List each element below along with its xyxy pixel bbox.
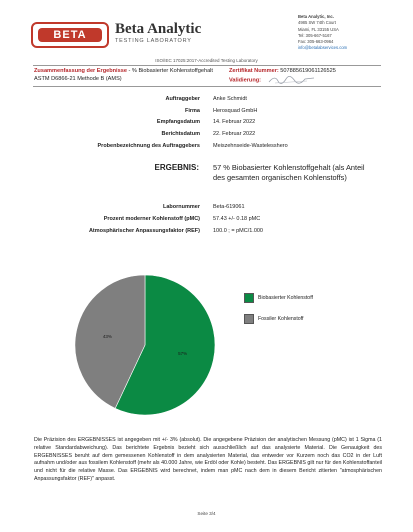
sample-id-row — [0, 143, 413, 151]
company-row — [0, 108, 413, 116]
legend-swatch-bio — [244, 293, 254, 303]
client-value: Anke Schmidt — [213, 96, 247, 102]
ref-label: Atmosphärischer Anpassungsfaktor (REF) — [88, 228, 200, 234]
logo-text: BETA — [38, 28, 102, 42]
received-date-value: 14. Februar 2022 — [213, 119, 256, 125]
legend-label-bio: Biobasierter Kohlenstoff — [258, 295, 313, 301]
result-label: ERGEBNIS: — [154, 163, 199, 172]
certificate-block — [229, 67, 384, 85]
received-date-label: Empfangsdatum — [156, 119, 200, 125]
address-line: Beta Analytic, Inc. — [298, 14, 334, 19]
pie-label-bio: 57% — [178, 350, 188, 356]
company-label: Firma — [185, 108, 200, 114]
validation-label: Validierung: — [229, 77, 262, 84]
company-value: Herosquad GmbH — [213, 108, 258, 114]
pie-label-fossil: 43% — [102, 334, 112, 340]
iso-accreditation: ISO/IEC 17025:2017-Accredited Testing Laboratory — [155, 58, 258, 63]
address-line: 4985 SW 74th Court — [298, 20, 336, 26]
beta-logo — [31, 22, 109, 48]
pmc-row — [0, 216, 413, 224]
address-line: Tel: 305-667-5167 — [298, 32, 332, 38]
client-label: Auftraggeber — [165, 96, 200, 102]
legend-item-fossil — [244, 314, 313, 324]
company-email-link[interactable]: info@betalabservices.com — [298, 45, 348, 51]
sample-id-value: Meiszehnseide-Wastelesshero — [213, 143, 288, 149]
pmc-label: Prozent moderner Kohlenstoff (pMC) — [103, 216, 200, 222]
client-row — [0, 96, 413, 104]
validation-signature — [267, 75, 317, 85]
address-line: Fax: 305-663-0964 — [298, 39, 334, 45]
report-date-value: 22. Februar 2022 — [213, 131, 256, 137]
legend-label-fossil: Fossiler Kohlenstoff — [258, 316, 304, 322]
ref-row — [0, 228, 413, 236]
pie-chart — [70, 270, 220, 420]
address-line: Miami, FL 33155 USA — [298, 26, 339, 32]
page-number: Seite 3/4 — [197, 511, 216, 516]
lab-number-row — [0, 204, 413, 212]
summary-divider — [33, 86, 381, 87]
report-date-row — [0, 131, 413, 139]
test-method: ASTM D6866-21 Methode B (AMS) — [34, 76, 122, 82]
summary-title — [34, 67, 224, 83]
brand-subtitle: TESTING LABORATORY — [115, 38, 192, 44]
sample-id-label: Probenbezeichnung des Auftraggebers — [97, 143, 200, 149]
report-date-label: Berichtsdatum — [161, 131, 200, 137]
result-text: 57 % Biobasierter Kohlenstoffgehalt (als Anteil des gesamten organischen Kohlenstoffs) — [213, 163, 365, 182]
pmc-value: 57.43 +/- 0.18 pMC — [213, 216, 261, 222]
company-address — [298, 14, 347, 52]
certificate-label: Zertifikat Nummer: — [229, 68, 279, 74]
certificate-number: 507885619061126525 — [280, 68, 336, 74]
legend-item-bio — [244, 293, 313, 303]
received-date-row — [0, 119, 413, 127]
legend-swatch-fossil — [244, 314, 254, 324]
brand-name: Beta Analytic — [115, 21, 202, 37]
lab-number-label: Labornummer — [163, 204, 200, 210]
header-divider — [33, 65, 381, 66]
summary-title-rest: - % Biobasierter Kohlenstoffgehalt — [126, 68, 213, 74]
summary-title-bold: Zusammenfassung der Ergebnisse — [34, 68, 127, 74]
chart-legend — [244, 293, 313, 324]
ref-value: 100.0 ; = pMC/1.000 — [213, 228, 263, 234]
footnote-text: Die Präzision des ERGEBNISSES ist angegeben mit +/- 3% (absolut). Die angegebene Präzision der analytischen Messung (pMC) ist 1 Sigma (1 relative Standardabweichung). Das berichtete Ergebnis bezieht sich ausschließlich auf das analysierte Material. Die Genauigkeit des ERGEBNISSES beruht auf dem gemessenen Kohlenstoff in dem analysierten Material, das entweder vor Kurzem noch das CO2 in der Luft aufnahm und/oder aus fossilem Kohlenstoff (mehr als 40.000 Jahre, wie Erdöl oder Kohle) besteht. Das ERGEBNIS gilt nur für den Kohlenstoffanteil und nicht für die relative Masse. Das ERGEBNIS wird berechnet, indem man pMC nach dem in diesem Bericht zitierten "atmosphärischen Anpassungsfaktor (REF)" anpasst. — [34, 437, 382, 482]
lab-number-value: Beta-619061 — [213, 204, 245, 210]
